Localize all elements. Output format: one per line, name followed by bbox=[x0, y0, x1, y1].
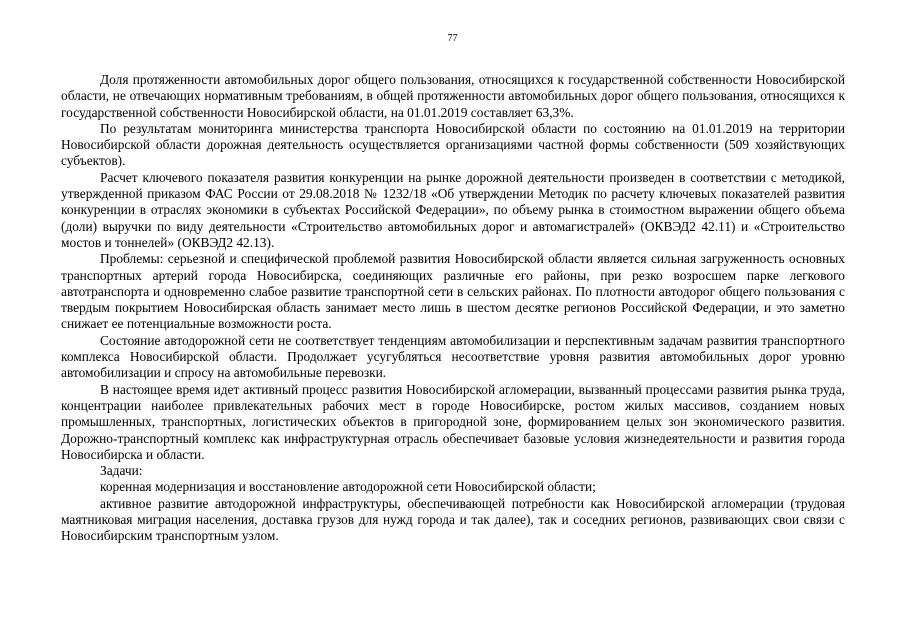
document-body bbox=[61, 72, 845, 545]
page-number: 77 bbox=[447, 33, 458, 44]
paragraph-network-state: Состояние автодорожной сети не соответствует тенденциям автомобилизации и перспективным задачам развития транспортного комплекса Новосибирской области. Продолжает усугубляться несоответствие уровня развития автомобильных дорог уровню автомобилизации и спросу на автомобильные перевозки. bbox=[61, 332, 845, 381]
task-item: коренная модернизация и восстановление автодорожной сети Новосибирской области; bbox=[100, 479, 596, 495]
paragraph-problems: Проблемы: серьезной и специфической проблемой развития Новосибирской области является сильная загруженность основных транспортных артерий города Новосибирска, соединяющих различные его районы, при резко возросшем парке легкового автотранспорта и одновременно слабое развитие транспортной сети в сельских районах. По плотности автодорог общего пользования с твердым покрытием Новосибирская область занимает место лишь в шестом десятке регионов Российской Федерации, и это заметно снижает ее потенциальные возможности роста. bbox=[61, 251, 845, 332]
task-item: активное развитие автодорожной инфраструктуры, обеспечивающей потребности как Новосибирской агломерации (трудовая маятниковая миграция населения, доставка грузов для нужд города и так далее), так и соседних регионов, развивающих свои связи с Новосибирским транспортным узлом. bbox=[61, 495, 845, 544]
paragraph-competition-indicator: Расчет ключевого показателя развития конкуренции на рынке дорожной деятельности произведен в соответствии с методикой, утвержденной приказом ФАС России от 29.08.2018 № 1232/18 «Об утверждении Методик по расчету ключевых показателей развития конкуренции в отраслях экономики в субъектах Российской Федерации», по объему рынка в стоимостном выражении общего объема (доли) выручки по виду деятельности «Строительство автомобильных дорог и автомагистралей» (ОКВЭД2 42.11) и «Строительство мостов и тоннелей» (ОКВЭД2 42.13). bbox=[61, 169, 845, 250]
paragraph-road-share: Доля протяженности автомобильных дорог общего пользования, относящихся к государственной собственности Новосибирской области, не отвечающих нормативным требованиям, в общей протяженности автомобильных дорог общего пользования, относящихся к государственной собственности Новосибирской области, на 01.01.2019 составляет 63,3%. bbox=[61, 72, 845, 120]
tasks-heading: Задачи: bbox=[100, 463, 143, 479]
paragraph-monitoring: По результатам мониторинга министерства транспорта Новосибирской области по состоянию на 01.01.2019 на территории Новосибирской области дорожная деятельность осуществляется организациями частной формы собственности (509 хозяйствующих субъектов). bbox=[61, 120, 845, 169]
paragraph-agglomeration: В настоящее время идет активный процесс развития Новосибирской агломерации, вызванный процессами развития рынка труда, концентрации наиболее привлекательных рабочих мест в городе Новосибирске, ростом жилых массивов, созданием новых промышленных, транспортных, логистических объектов в пригородной зоне, формированием целых зон экономического развития. Дорожно-транспортный комплекс как инфраструктурная отрасль обеспечивает базовые условия жизнедеятельности и развития города Новосибирска и области. bbox=[61, 381, 845, 462]
